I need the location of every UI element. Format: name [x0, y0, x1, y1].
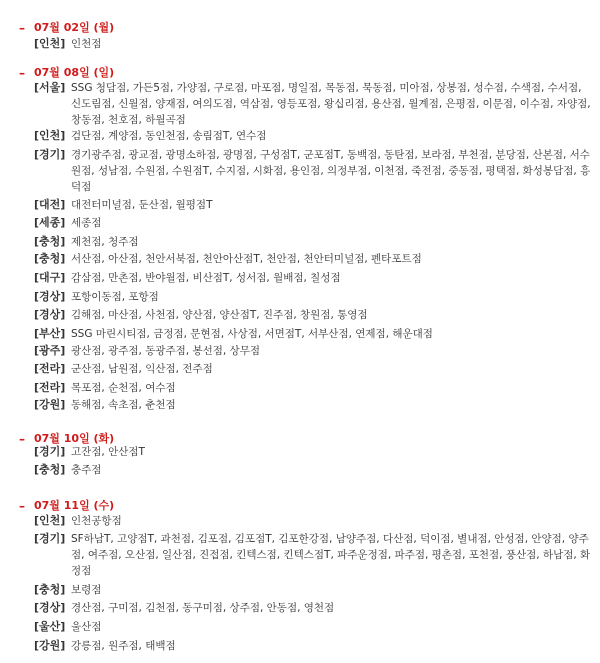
store-list: 서산점, 아산점, 천안서북점, 천안아산점T, 천안점, 천안터미널점, 펜타포트점 — [71, 253, 422, 265]
store-list: 감삼점, 만촌점, 반야월점, 비산점T, 성서점, 월배점, 칠성점 — [71, 272, 341, 284]
region-label: [충청] — [34, 583, 66, 596]
store-list: SSG 마린시티점, 금정점, 문현점, 사상점, 서면점T, 서부산점, 연제점, 해운대점 — [71, 328, 433, 340]
store-list: 검단점, 계양점, 동인천점, 송림점T, 연수점 — [71, 130, 267, 142]
store-list: 울산점 — [71, 621, 102, 633]
region-label: [경기] — [34, 148, 66, 161]
store-list: 경산점, 구미점, 김천점, 동구미점, 상주점, 안동점, 영천점 — [71, 602, 335, 614]
store-list: 제천점, 청주점 — [71, 236, 139, 248]
store-list: 충주점 — [71, 464, 102, 476]
store-list: 인천공항점 — [71, 515, 122, 527]
dash-bullet: – — [19, 432, 25, 446]
store-list: 인천점 — [71, 38, 102, 50]
region-label: [세종] — [34, 216, 66, 229]
store-list: 강릉점, 원주점, 태백점 — [71, 640, 176, 652]
store-list: 김해점, 마산점, 사천점, 양산점, 양산점T, 진주점, 창원점, 통영점 — [71, 309, 368, 321]
store-list: SSG 청담점, 가든5점, 가양점, 구로점, 마포점, 명일점, 목동점, 묵동점, 미아점, 상봉점, 성수점, 수색점, 수서점, 신도림점, 신월점, 양재점, 여의도점, 역삼점, 영등포점, 왕십리점, 용산점, 월계점, 은평점, 이문점, 이수점, 자양점, 창동점, 천호점, 하월곡점 — [71, 82, 591, 126]
region-label: [경상] — [34, 308, 66, 321]
store-list: 광산점, 광주점, 동광주점, 봉선점, 상무점 — [71, 345, 260, 357]
dash-bullet: – — [19, 499, 25, 513]
region-label: [경상] — [34, 290, 66, 303]
region-label: [인천] — [34, 37, 66, 50]
date-label: 07월 02일 (월) — [34, 21, 115, 34]
date-label: 07월 08일 (일) — [34, 66, 115, 79]
region-label: [경상] — [34, 601, 66, 614]
dash-bullet: – — [19, 21, 25, 35]
store-list: 세종점 — [71, 217, 102, 229]
region-label: [서울] — [34, 81, 66, 94]
region-label: [충청] — [34, 235, 66, 248]
region-label: [충청] — [34, 463, 66, 476]
store-list: 포항이동점, 포항점 — [71, 291, 159, 303]
region-label: [충청] — [34, 252, 66, 265]
date-label: 07월 10일 (화) — [34, 432, 115, 445]
region-label: [울산] — [34, 620, 66, 633]
store-list: 대전터미널점, 둔산점, 월평점T — [71, 199, 213, 211]
region-label: [인천] — [34, 129, 66, 142]
region-label: [광주] — [34, 344, 66, 357]
region-label: [강원] — [34, 639, 66, 652]
region-label: [대전] — [34, 198, 66, 211]
region-label: [대구] — [34, 271, 66, 284]
store-list: 보령점 — [71, 584, 102, 596]
store-list: 경기광주점, 광교점, 광명소하점, 광명점, 구성점T, 군포점T, 동백점, 동탄점, 보라점, 부천점, 분당점, 산본점, 서수원점, 성남점, 수원점, 수원점T, 수지점, 시화점, 용인점, 의정부점, 이천점, 죽전점, 중동점, 평택점, 화성봉담점, 흥덕점 — [71, 149, 591, 193]
region-label: [전라] — [34, 362, 66, 375]
region-label: [전라] — [34, 381, 66, 394]
region-label: [인천] — [34, 514, 66, 527]
store-list: 군산점, 남원점, 익산점, 전주점 — [71, 363, 213, 375]
region-label: [강원] — [34, 398, 66, 411]
region-label: [부산] — [34, 327, 66, 340]
store-list: 동해점, 속초점, 춘천점 — [71, 399, 176, 411]
store-list: SF하남T, 고양점T, 과천점, 김포점, 김포점T, 김포한강점, 남양주점, 다산점, 덕이점, 별내점, 안성점, 안양점, 양주점, 여주점, 오산점, 일산점, 진접점, 킨텍스점, 킨텍스점T, 파주운정점, 파주점, 평촌점, 포천점, 풍산점, 하남점, 화정점 — [71, 533, 591, 577]
store-list: 목포점, 순천점, 여수점 — [71, 382, 176, 394]
region-label: [경기] — [34, 532, 66, 545]
store-list: 고잔점, 안산점T — [71, 446, 145, 458]
dash-bullet: – — [19, 66, 25, 80]
region-label: [경기] — [34, 445, 66, 458]
date-label: 07월 11일 (수) — [34, 499, 115, 512]
